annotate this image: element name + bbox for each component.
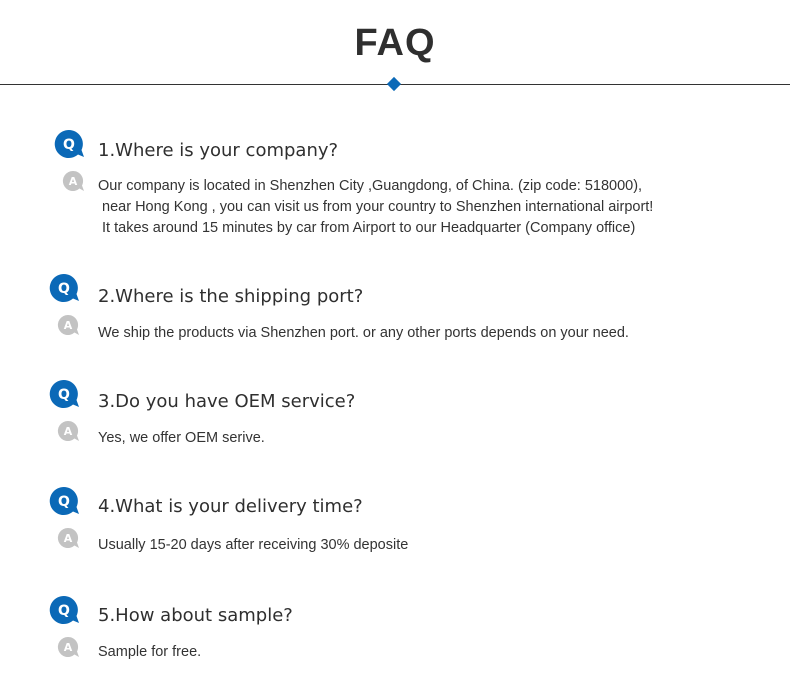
question-bubble-icon (49, 595, 79, 625)
answer-bubble-icon (57, 420, 79, 442)
question-text: 1.Where is your company? (98, 140, 339, 161)
question-bubble-icon (49, 379, 79, 409)
svg-text:A: A (63, 425, 73, 438)
question-text: 4.What is your delivery time? (98, 496, 363, 517)
divider-diamond-icon (387, 77, 401, 91)
question-text: 5.How about sample? (98, 605, 293, 626)
answer-line: Our company is located in Shenzhen City ,Guangdong, of China. (zip code: 518000), (98, 178, 643, 194)
answer-text (98, 428, 265, 449)
page-title: FAQ (354, 22, 436, 64)
answer-bubble-icon (57, 527, 79, 549)
svg-text:A: A (63, 641, 73, 654)
question-text: 3.Do you have OEM service? (98, 391, 356, 412)
answer-line: We ship the products via Shenzhen port. or any other ports depends on your need. (98, 325, 629, 341)
svg-text:Q: Q (58, 494, 70, 510)
svg-text:A: A (63, 532, 73, 545)
svg-text:A: A (68, 175, 78, 188)
answer-line: Sample for free. (98, 644, 202, 660)
svg-text:Q: Q (58, 603, 70, 619)
question-bubble-icon (49, 273, 79, 303)
answer-text (98, 176, 653, 239)
answer-text (98, 535, 408, 556)
answer-line: Usually 15-20 days after receiving 30% deposite (98, 537, 409, 553)
question-text: 2.Where is the shipping port? (98, 286, 364, 307)
svg-text:A: A (63, 319, 73, 332)
answer-text (98, 642, 201, 663)
answer-bubble-icon (57, 314, 79, 336)
question-bubble-icon (54, 129, 84, 159)
svg-text:Q: Q (63, 137, 75, 153)
answer-line: Yes, we offer OEM serive. (98, 430, 265, 446)
svg-text:Q: Q (58, 281, 70, 297)
svg-text:Q: Q (58, 387, 70, 403)
answer-line: near Hong Kong , you can visit us from your country to Shenzhen international airport! (98, 199, 654, 215)
answer-text (98, 323, 629, 344)
answer-line: It takes around 15 minutes by car from Airport to our Headquarter (Company office) (98, 220, 636, 236)
answer-bubble-icon (57, 636, 79, 658)
question-bubble-icon (49, 486, 79, 516)
answer-bubble-icon (62, 170, 84, 192)
